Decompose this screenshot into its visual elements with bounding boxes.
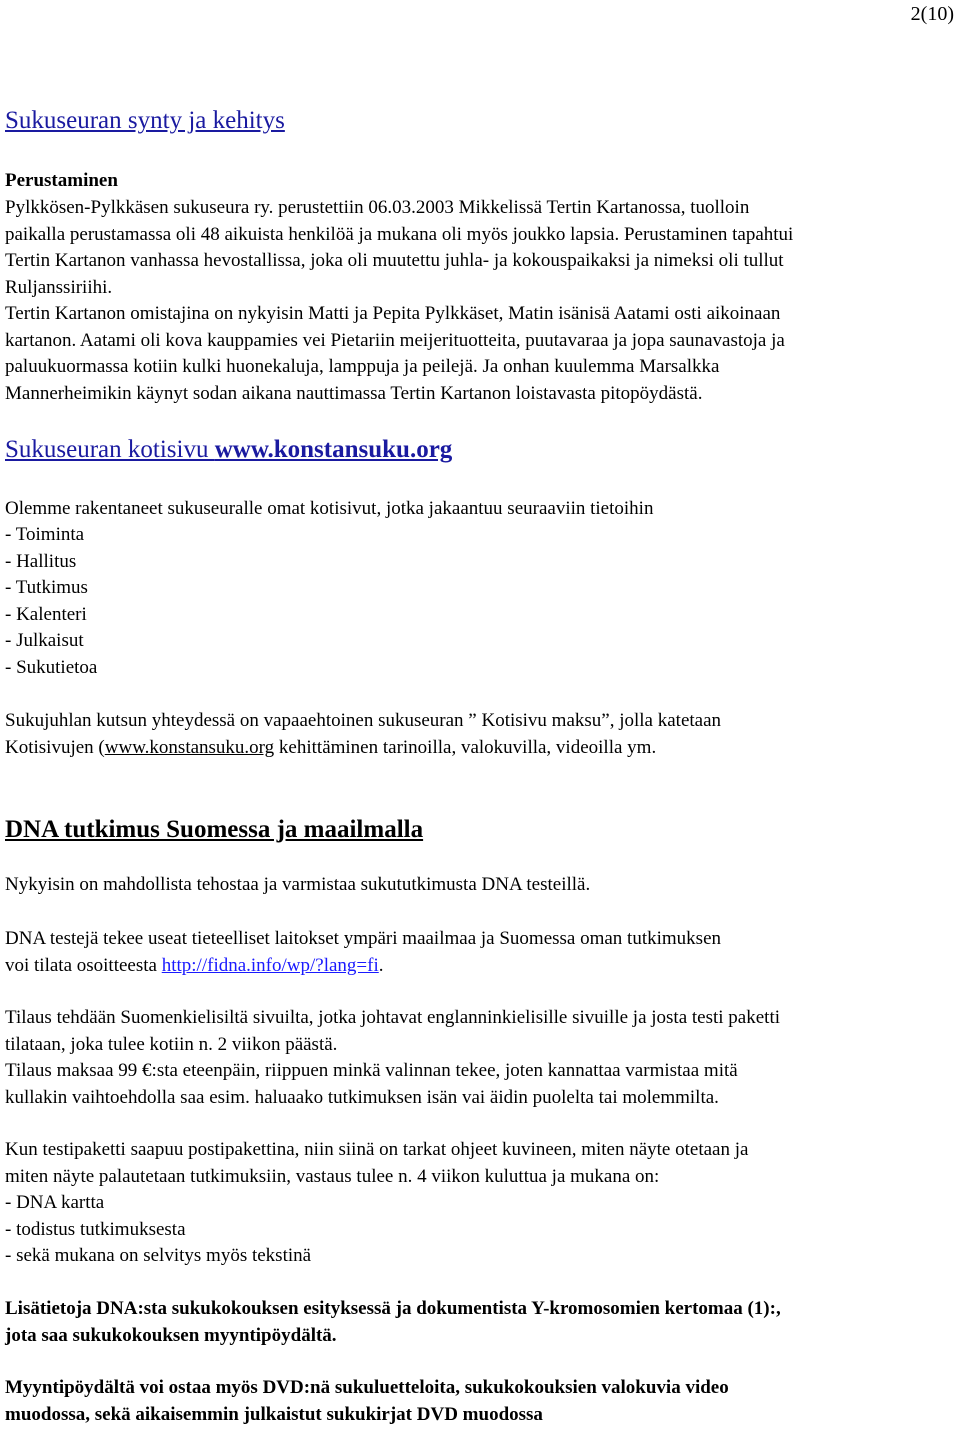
list-item: - DNA kartta [5, 1192, 105, 1213]
section-heading-history: Sukuseuran synty ja kehitys [5, 107, 285, 134]
text-line: DNA testejä tekee useat tieteelliset laitokset ympäri maailmaa ja Suomessa oman tutkimuksen [5, 928, 721, 949]
text-line: Tilaus tehdään Suomenkielisiltä sivuilta, jotka johtavat englanninkielisille sivuille ja josta testi paketti [5, 1007, 781, 1028]
text-line: Lisätietoja DNA:sta sukukokouksen esityksessä ja dokumentista Y-kromosomien kertomaa (1):, [5, 1298, 781, 1319]
text-line: paluukuormassa kotiin kulki huonekaluja, lamppuja ja peilejä. Ja onhan kuulemma Marsalkka [5, 356, 720, 377]
text-line: Sukujuhlan kutsun yhteydessä on vapaaehtoinen sukuseuran ” Kotisivu maksu”, jolla katetaan [5, 710, 722, 731]
homepage-link[interactable]: www.konstansuku.org [104, 736, 275, 758]
section-heading-dna: DNA tutkimus Suomessa ja maailmalla [5, 816, 424, 843]
text-line: Kun testipaketti saapuu postipakettina, niin siinä on tarkat ohjeet kuvineen, miten näyte otetaan ja [5, 1139, 749, 1160]
list-item: - todistus tutkimuksesta [5, 1218, 186, 1240]
list-item: - sekä mukana on selvitys myös tekstinä [5, 1245, 312, 1266]
fidna-link[interactable]: http://fidna.info/wp/?lang=fi [161, 954, 379, 976]
text-line: kartanon. Aatami oli kova kauppamies vei Pietariin meijerituotteita, puutavaraa ja jopa saunavastoja ja [5, 329, 785, 351]
text-line: miten näyte palautetaan tutkimuksiin, vastaus tulee n. 4 viikon kuluttua ja mukana on: [5, 1165, 660, 1187]
text-line: Tilaus maksaa 99 €:sta eteenpäin, riippuen minkä valinnan tekee, joten kannattaa varmistaa mitä [5, 1060, 738, 1081]
text-fragment: voi tilata osoitteesta [5, 954, 162, 976]
founding-paragraph [5, 195, 957, 301]
text-line: Tertin Kartanon vanhassa hevostallissa, joka oli muutettu juhla- ja kokouspaikaksi ja nimeksi oli tullut [5, 250, 784, 271]
text-line: jota saa sukukokouksen myyntipöydältä. [5, 1324, 337, 1346]
dna-intro: Nykyisin on mahdollista tehostaa ja varmistaa sukututkimusta DNA testeillä. [5, 874, 591, 895]
text-line: Pylkkösen-Pylkkäsen sukuseura ry. perustettiin 06.03.2003 Mikkelissä Tertin Kartanossa, tuolloin [5, 197, 750, 218]
text-line [5, 953, 957, 980]
page-number: 2(10) [910, 3, 954, 25]
homepage-intro: Olemme rakentaneet sukuseuralle omat kotisivut, jotka jakaantuu seuraaviin tietoihin [5, 498, 654, 519]
list-item: - Toiminta [5, 524, 85, 545]
list-item: - Kalenteri [5, 603, 87, 625]
text-line: Ruljanssiriihi. [5, 276, 113, 298]
text-fragment: kehittäminen tarinoilla, valokuvilla, videoilla ym. [274, 736, 657, 758]
dna-labs-paragraph [5, 926, 957, 979]
text-line: tilataan, joka tulee kotiin n. 2 viikon päästä. [5, 1033, 338, 1055]
list-item: - Tutkimus [5, 577, 88, 598]
list-item: - Sukutietoa [5, 656, 98, 678]
text-line: Tertin Kartanon omistajina on nykyisin Matti ja Pepita Pylkkäset, Matin isänisä Aatami osti aikoinaan [5, 303, 781, 324]
text-line: paikalla perustamassa oli 48 aikuista henkilöä ja mukana oli myös joukko lapsia. Perustaminen tapahtui [5, 223, 794, 245]
list-item: - Julkaisut [5, 630, 84, 651]
text-fragment: . [378, 954, 384, 976]
text-line: Myyntipöydältä voi ostaa myös DVD:nä sukuluetteloita, sukukokouksien valokuvia video [5, 1377, 729, 1398]
dna-package-paragraph [5, 1137, 957, 1270]
list-item: - Hallitus [5, 550, 77, 572]
text-line: muodossa, sekä aikaisemmin julkaistut sukukirjat DVD muodossa [5, 1403, 543, 1425]
homepage-heading-text: Sukuseuran kotisivu [5, 436, 215, 463]
manor-paragraph [5, 301, 957, 407]
dna-order-paragraph [5, 1005, 957, 1111]
dna-more-info [5, 1296, 957, 1349]
section-heading-homepage [5, 435, 452, 465]
homepage-menu-list [5, 522, 957, 681]
homepage-heading-link[interactable]: www.konstansuku.org [214, 436, 453, 463]
text-line [5, 735, 957, 762]
homepage-fee-paragraph [5, 708, 957, 761]
text-line: Mannerheimikin käynyt sodan aikana nauttimassa Tertin Kartanon loistavasta pitopöydästä. [5, 382, 703, 404]
subheading-founding: Perustaminen [5, 170, 118, 191]
dvd-sales-note [5, 1375, 957, 1428]
text-line: kullakin vaihtoehdolla saa esim. haluaako tutkimuksen isän vai äidin puolelta tai molemmilta. [5, 1086, 719, 1108]
text-fragment: Kotisivujen ( [5, 736, 105, 758]
